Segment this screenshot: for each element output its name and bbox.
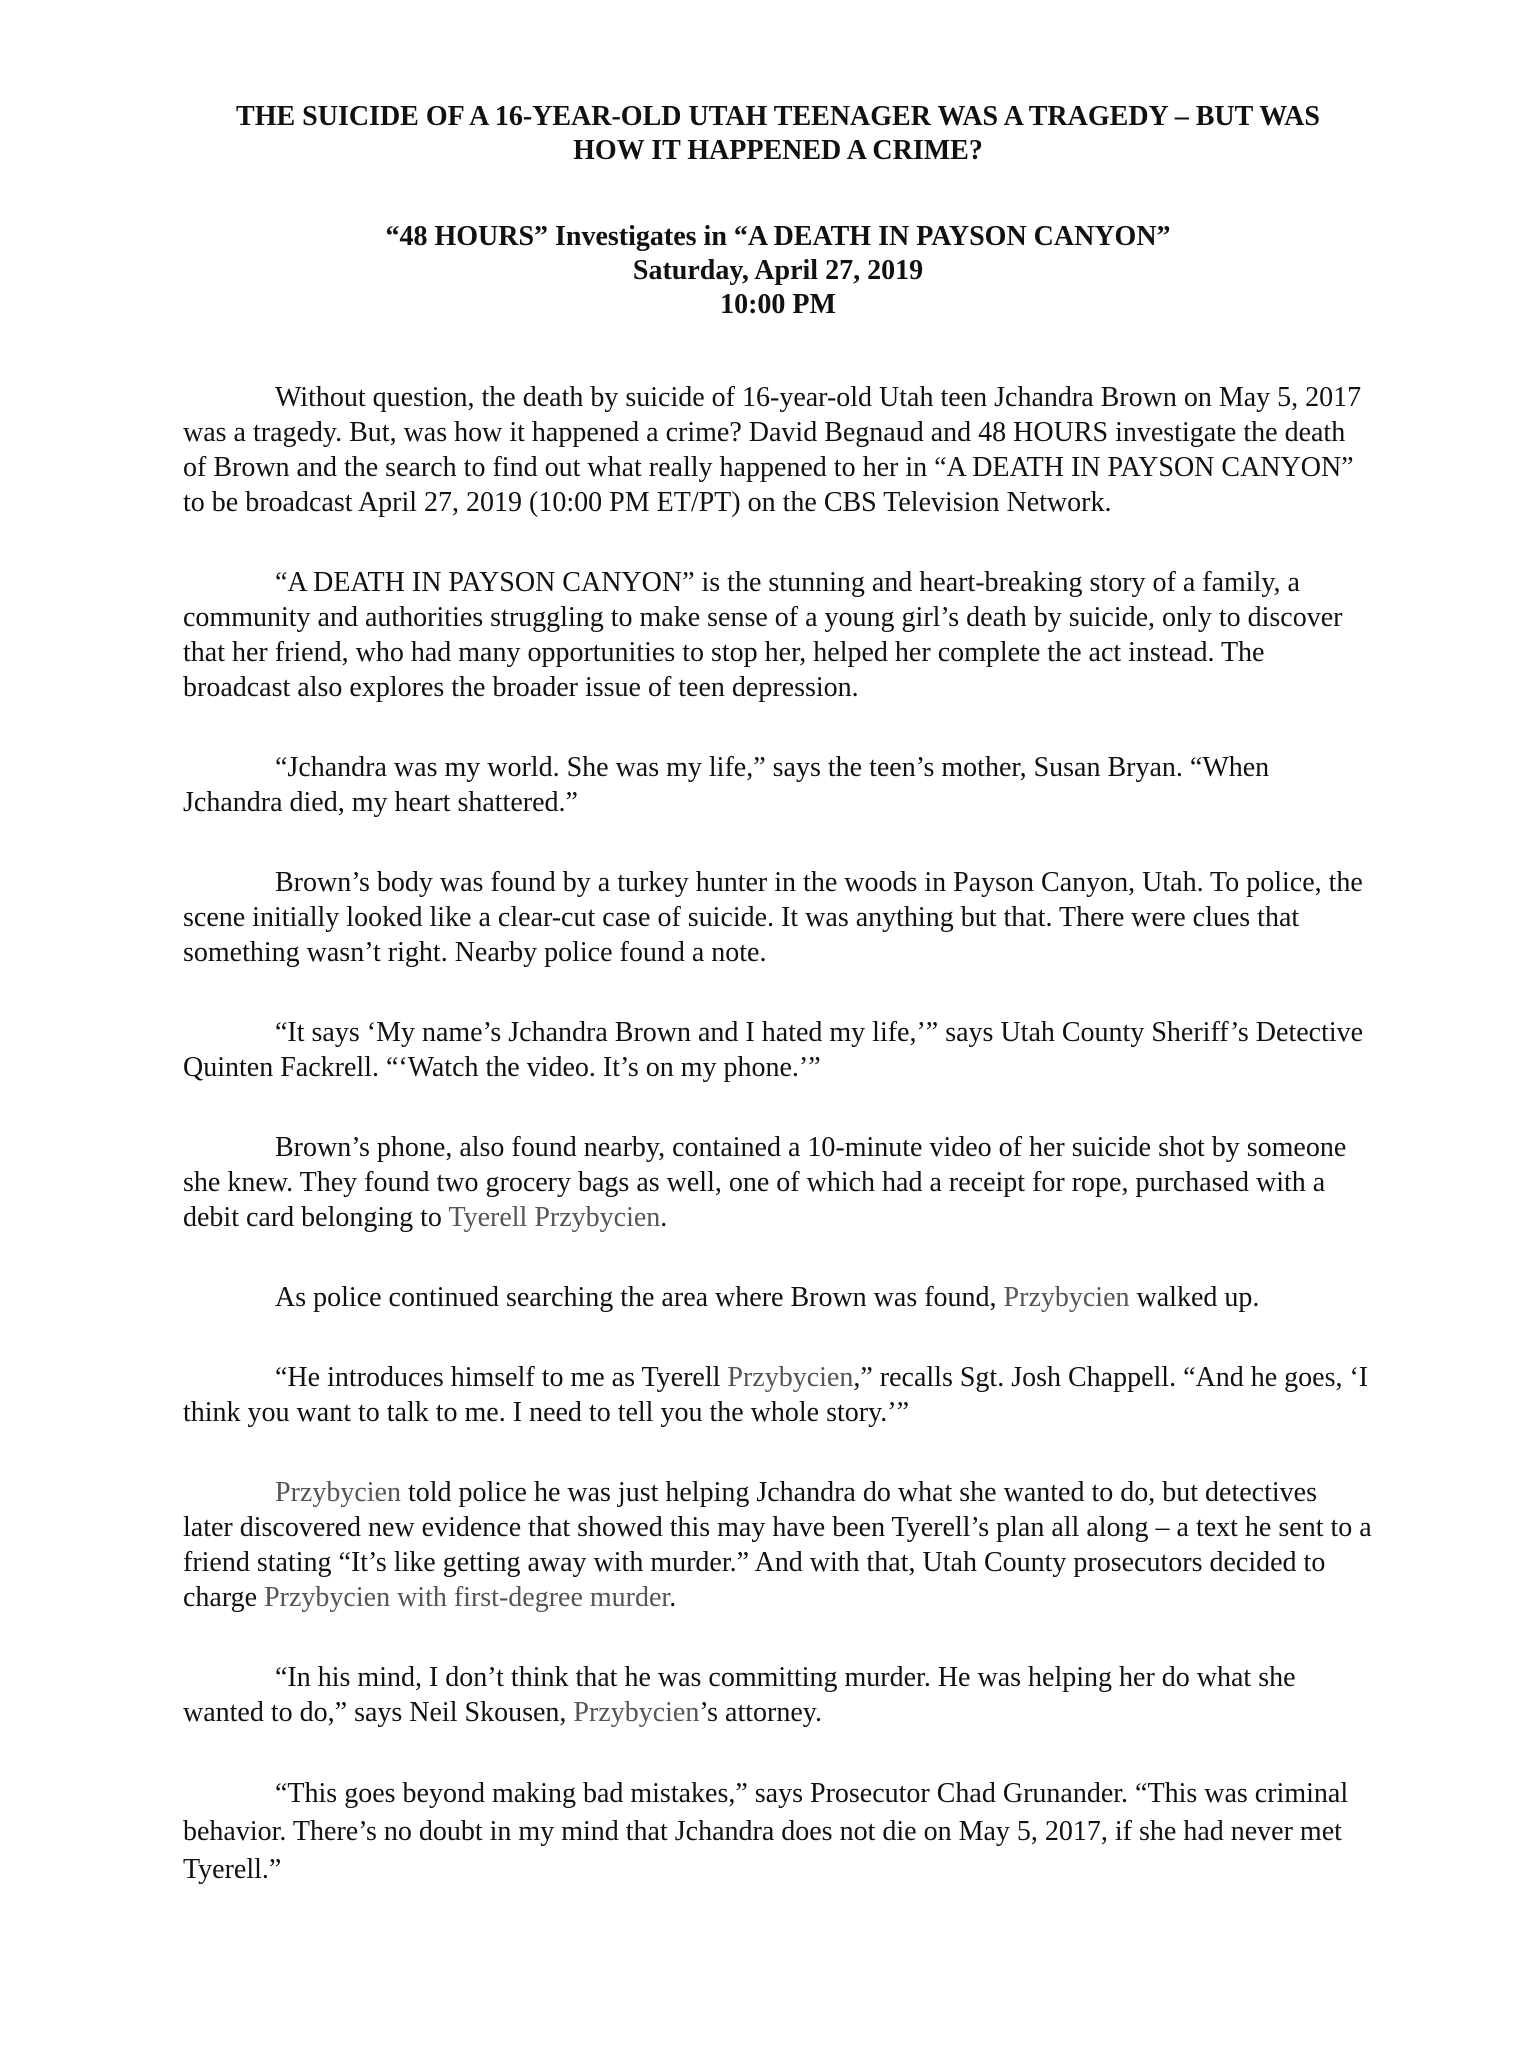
broadcast-info	[183, 220, 1373, 322]
text-segment: “He introduces himself to me as Tyerell	[275, 1362, 728, 1393]
name-highlight: Tyerell Przybycien	[448, 1202, 661, 1233]
headline	[183, 100, 1373, 168]
broadcast-time: 10:00 PM	[720, 289, 836, 320]
text-segment: .	[660, 1202, 668, 1233]
text-segment: Brown’s phone, also found nearby, contained a 10-minute video of her suicide shot by someone she knew. They found two grocery bags as well, one of which had a receipt for rope, purchased with a debit card belonging to	[183, 1132, 1347, 1233]
name-highlight: Przybycien	[1003, 1282, 1130, 1313]
name-highlight: Przybycien	[727, 1362, 854, 1393]
paragraph-5: “It says ‘My name’s Jchandra Brown and I hated my life,’” says Utah County Sheriff’s Detective Quinten Fackrell. “‘Watch the video. It’s on my phone.’”	[183, 1017, 1364, 1083]
paragraph-1: Without question, the death by suicide of 16-year-old Utah teen Jchandra Brown on May 5, 2017 was a tragedy. But, was how it happened a crime? David Begnaud and 48 HOURS investigate the death of Brown and the search to find out what really happened to her in “A DEATH IN PAYSON CANYON” to be broadcast April 27, 2019 (10:00 PM ET/PT) on the CBS Television Network.	[183, 382, 1362, 518]
paragraph-6	[183, 1130, 1373, 1235]
headline-line-1: THE SUICIDE OF A 16-YEAR-OLD UTAH TEENAGER WAS A TRAGEDY – BUT WAS	[236, 101, 1320, 132]
paragraph-7	[183, 1280, 1373, 1315]
name-highlight: Przybycien with first-degree murder	[264, 1582, 670, 1613]
text-segment: ,” recalls Sgt. Josh Chappell. “And he goes, ‘I think you want to talk to me. I need to tell you the whole story.’”	[183, 1362, 1369, 1428]
name-highlight: Przybycien	[573, 1697, 700, 1728]
text-segment: “In his mind, I don’t think that he was committing murder. He was helping her do what she wanted to do,” says Neil Skousen,	[183, 1662, 1296, 1728]
broadcast-date: Saturday, April 27, 2019	[632, 255, 924, 286]
text-segment: As police continued searching the area where Brown was found,	[275, 1282, 1004, 1313]
paragraph-9	[183, 1475, 1373, 1615]
press-release-page	[183, 100, 1373, 1889]
paragraph-10	[183, 1660, 1373, 1730]
program-title: “48 HOURS” Investigates in “A DEATH IN PAYSON CANYON”	[385, 221, 1171, 252]
text-segment: walked up.	[1129, 1282, 1260, 1313]
paragraph-8	[183, 1360, 1373, 1430]
paragraph-2: “A DEATH IN PAYSON CANYON” is the stunning and heart-breaking story of a family, a community and authorities struggling to make sense of a young girl’s death by suicide, only to discover that her friend, who had many opportunities to stop her, helped her complete the act instead. The broadcast also explores the broader issue of teen depression.	[183, 567, 1343, 703]
name-highlight: Przybycien	[275, 1477, 401, 1508]
paragraph-4: Brown’s body was found by a turkey hunter in the woods in Payson Canyon, Utah. To police, the scene initially looked like a clear-cut case of suicide. It was anything but that. There were clues that something wasn’t right. Nearby police found a note.	[183, 867, 1363, 968]
text-segment: ’s attorney.	[699, 1697, 822, 1728]
text-segment: .	[669, 1582, 677, 1613]
paragraph-3: “Jchandra was my world. She was my life,” says the teen’s mother, Susan Bryan. “When Jchandra died, my heart shattered.”	[183, 752, 1270, 818]
headline-line-2: HOW IT HAPPENED A CRIME?	[573, 135, 983, 166]
text-segment: told police he was just helping Jchandra do what she wanted to do, but detectives later discovered new evidence that showed this may have been Tyerell’s plan all along – a text he sent to a friend stating “It’s like getting away with murder.” And with that, Utah County prosecutors decided to charge	[183, 1477, 1372, 1613]
paragraph-11: “This goes beyond making bad mistakes,” says Prosecutor Chad Grunander. “This was criminal behavior. There’s no doubt in my mind that Jchandra does not die on May 5, 2017, if she had never met Tyerell.”	[183, 1778, 1349, 1885]
